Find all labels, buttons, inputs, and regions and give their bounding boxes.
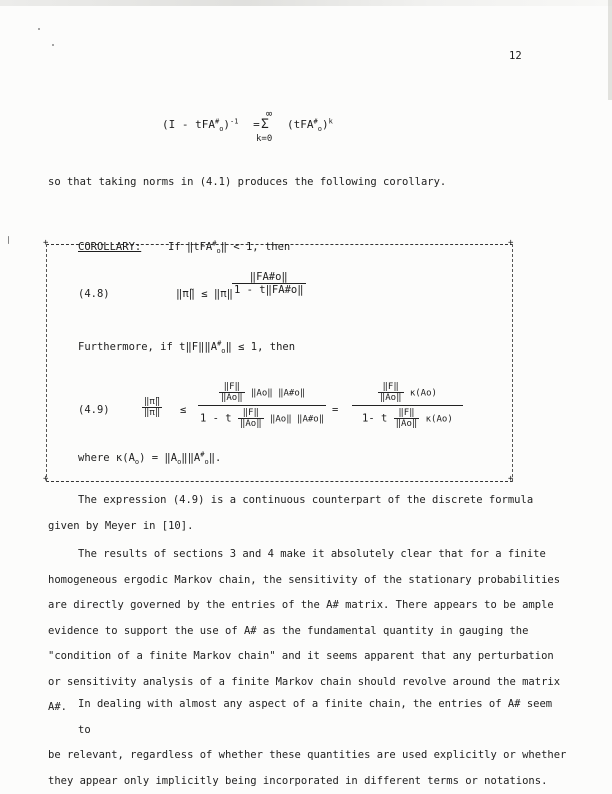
page-number: 12 (509, 50, 522, 62)
where-mid2: ‖‖A (181, 452, 200, 464)
scan-speck (52, 44, 54, 46)
eq49-middle-fraction: $\frac{‖F‖}{‖Ao‖}$ ‖Ao‖ ‖A#o‖ 1 - t $\frac{‖F‖}{‖Ao‖}$ ‖Ao‖ ‖A#o‖ (198, 382, 326, 429)
equation-neumann-series (162, 118, 268, 131)
para2-line: "condition of a finite Markov chain" and it seems apparent that any perturbation (48, 644, 568, 670)
para2-line: are directly governed by the entries of the A# matrix. There appears to be ample (48, 593, 568, 619)
eq49-mid-ratio-num: ‖F‖ (222, 382, 242, 392)
equation-number-4-8: (4.8) (78, 288, 110, 300)
eq49-mid-den-head: 1 - t (200, 413, 232, 425)
eq49-lhs (142, 397, 162, 418)
eq-lhs-sup: # (215, 117, 219, 125)
eq49-rhs-kappa: κ(Ao) (410, 389, 437, 399)
where-sub: o (135, 458, 139, 466)
eq49-equals: = (332, 404, 338, 416)
para3-line: they appear only implicitly being incorporated in different terms or notations. (48, 769, 568, 794)
cond-sub: o (216, 247, 220, 255)
equation-number-4-9: (4.9) (78, 404, 110, 416)
where-sup: # (200, 451, 204, 459)
scan-speck (38, 28, 40, 30)
eq-lhs-exp: -1 (230, 117, 238, 125)
paragraph-finite-chain (48, 692, 568, 794)
box-corner-mark: + (508, 474, 513, 484)
sum-bottom: k=0 (256, 134, 272, 144)
eq-lhs-sub: o (219, 125, 223, 133)
eq49-rhs-den-head: 1- t (362, 413, 387, 425)
cond-sup: # (212, 240, 216, 248)
eq-rhs-open: (tFA (287, 118, 314, 131)
paragraph-continuous-counterpart (48, 488, 568, 539)
corollary-condition (168, 241, 290, 253)
where-sub2: o (177, 458, 181, 466)
further-sub: o (221, 347, 225, 355)
eq49-lhs-num: ‖π̃‖ (142, 397, 162, 407)
box-corner-mark: + (508, 238, 513, 248)
where-mid: ) = ‖A (139, 452, 177, 464)
scan-edge-top (0, 0, 612, 6)
para1-line: given by Meyer in [10]. (48, 514, 568, 540)
where-sub3: o (204, 458, 208, 466)
eq49-lhs-den: ‖π‖ (142, 407, 162, 418)
eq-lhs-close: ) (223, 118, 230, 131)
intro-sentence: so that taking norms in (4.1) produces the following corollary. (48, 176, 446, 188)
sum-symbol: Σ (261, 117, 269, 132)
para1-line: The expression (4.9) is a continuous counterpart of the discrete formula (48, 488, 568, 514)
para2-line: evidence to support the use of A# as the fundamental quantity in gauging the (48, 619, 568, 645)
further-post: ‖ ≤ 1, then (226, 341, 296, 353)
eq-rhs-exp: k (329, 117, 333, 125)
further-pre: Furthermore, if t‖F‖‖A (78, 341, 217, 353)
para2-line: homogeneous ergodic Markov chain, the sensitivity of the stationary probabilities (48, 568, 568, 594)
eq48-fraction (232, 271, 306, 296)
eq49-leq: ≤ (180, 404, 186, 416)
cond-post: ‖ < 1, then (221, 241, 291, 253)
equation-rhs (287, 118, 333, 131)
box-corner-mark: + (43, 474, 48, 484)
where-pre: where κ(A (78, 452, 135, 464)
where-post: ‖. (209, 452, 222, 464)
sum-top: ∞ (259, 108, 279, 120)
scan-speck (8, 236, 9, 244)
eq-rhs-close: ) (322, 118, 329, 131)
corollary-label: COROLLARY: (78, 241, 141, 253)
para2-line: The results of sections 3 and 4 make it absolutely clear that for a finite (48, 542, 568, 568)
eq48-lhs: ‖π̃‖ ≤ ‖π‖ (176, 288, 233, 300)
para3-line: be relevant, regardless of whether these quantities are used explicitly or whether (48, 743, 568, 769)
eq48-frac-den: 1 - t‖FA#o‖ (232, 283, 306, 296)
cond-pre: If ‖tFA (168, 241, 212, 253)
eq49-mid-den-tail: ‖Ao‖ ‖A#o‖ (270, 415, 324, 425)
kappa-definition (78, 452, 221, 464)
scan-edge-right (608, 0, 612, 100)
eq-lhs-open: (I - tFA (162, 118, 215, 131)
eq48-frac-num: ‖FA#o‖ (248, 271, 290, 283)
para2-line: or sensitivity analysis of a finite Markov chain should revolve around the matrix A#. (48, 670, 568, 721)
box-corner-mark: + (43, 238, 48, 248)
furthermore-line (78, 341, 295, 353)
eq49-mid-num-tail: ‖Ao‖ ‖A#o‖ (251, 389, 305, 399)
para3-line: In dealing with almost any aspect of a finite chain, the entries of A# seem to (48, 692, 568, 743)
eq49-mid-ratio-den: ‖Ao‖ (219, 392, 245, 403)
further-sup: # (217, 340, 221, 348)
eq-rhs-sub: o (318, 125, 322, 133)
eq-rhs-sup: # (314, 117, 318, 125)
eq-equals: = (253, 118, 260, 131)
eq49-right-fraction: $\frac{‖F‖}{‖Ao‖}$ κ(Ao) 1- t $\frac{‖F‖}{‖Ao‖}$ κ(Ao) (352, 382, 463, 429)
